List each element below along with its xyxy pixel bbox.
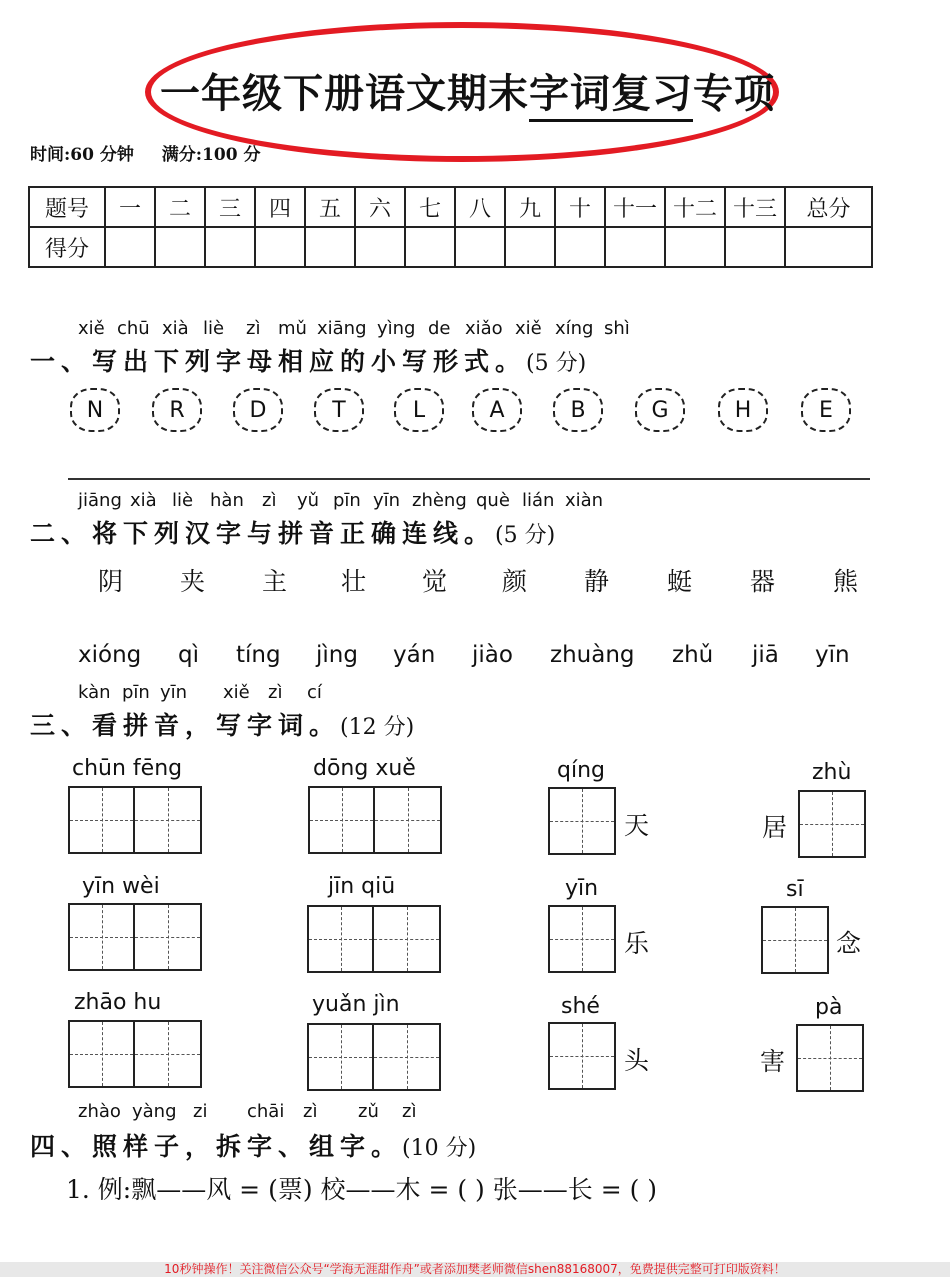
table-header-cell: 六 [355,187,405,227]
score-cell[interactable] [555,227,605,267]
given-character: 念 [836,929,862,958]
given-character: 乐 [624,929,650,958]
answer-line[interactable] [68,478,870,480]
given-character: 居 [762,813,788,842]
score-cell[interactable] [785,227,872,267]
score-cell[interactable] [405,227,455,267]
pinyin-match-item[interactable]: zhuàng [550,642,635,668]
time-limit: 时间:60 分钟 [30,145,134,165]
word-pinyin: yīn [565,876,599,901]
exam-meta [30,140,282,165]
word-pinyin: qíng [557,758,605,783]
pinyin-match-item[interactable]: xióng [78,642,142,668]
letter-flower: E [801,388,851,432]
hanzi-match-item[interactable]: 阴 [98,567,124,596]
section-2-heading: 二、将下列汉字与拼音正确连线。(5 分) [30,519,556,548]
writing-grid[interactable] [307,905,441,973]
score-table [28,186,873,268]
score-cell[interactable] [605,227,665,267]
table-header-cell: 八 [455,187,505,227]
letter-flower: H [718,388,768,432]
given-character: 害 [760,1047,786,1076]
writing-grid[interactable] [796,1024,864,1092]
word-pinyin: shé [561,994,600,1019]
table-header-cell: 七 [405,187,455,227]
hanzi-match-item[interactable]: 器 [750,567,776,596]
hanzi-match-item[interactable]: 颜 [502,567,528,596]
given-character: 天 [624,811,650,840]
writing-grid[interactable] [798,790,866,858]
pinyin-match-item[interactable]: qì [178,642,199,668]
section-1-heading: 一、写出下列字母相应的小写形式。(5 分) [30,347,587,376]
hanzi-match-item[interactable]: 觉 [422,567,448,596]
letter-flower: L [394,388,444,432]
row-label: 得分 [29,227,105,267]
writing-grid[interactable] [68,903,202,971]
hanzi-match-item[interactable]: 熊 [833,567,859,596]
pinyin-match-item[interactable]: jiā [752,642,779,668]
word-pinyin: chūn fēng [72,756,183,781]
writing-grid[interactable] [307,1023,441,1091]
score-cell[interactable] [455,227,505,267]
section-3-heading: 三、看拼音，写字词。(12 分) [30,711,415,740]
table-header-cell: 十二 [665,187,725,227]
word-pinyin: yīn wèi [82,874,160,899]
letter-flower: N [70,388,120,432]
page-title: 一年级下册语文期末字词复习专项 [160,62,770,119]
score-cell[interactable] [255,227,305,267]
table-header-cell: 三 [205,187,255,227]
promo-footer: 10秒钟操作！关注微信公众号“学海无涯甜作舟”或者添加樊老师微信shen88168007，免费提供完整可打印版资料！ [0,1262,950,1277]
pinyin-match-item[interactable]: yīn [815,642,850,668]
score-table-score-row [29,227,872,267]
score-cell[interactable] [155,227,205,267]
score-cell[interactable] [725,227,785,267]
writing-grid[interactable] [761,906,829,974]
score-cell[interactable] [205,227,255,267]
score-table-header-row [29,187,872,227]
letter-flower: T [314,388,364,432]
score-cell[interactable] [505,227,555,267]
table-header-cell: 五 [305,187,355,227]
writing-grid[interactable] [548,787,616,855]
writing-grid[interactable] [68,786,202,854]
table-header-cell: 一 [105,187,155,227]
word-pinyin: dōng xuě [313,756,416,781]
pinyin-match-item[interactable]: jiào [472,642,513,668]
letter-flower: D [233,388,283,432]
table-header-cell: 总分 [785,187,872,227]
word-pinyin: pà [815,995,843,1020]
hanzi-match-item[interactable]: 蜓 [667,567,693,596]
full-score: 满分:100 分 [161,145,261,165]
writing-grid[interactable] [548,905,616,973]
score-cell[interactable] [355,227,405,267]
hanzi-match-item[interactable]: 主 [262,567,288,596]
word-pinyin: zhāo hu [74,990,162,1015]
table-header-cell: 十 [555,187,605,227]
word-pinyin: yuǎn jìn [312,992,400,1017]
score-cell[interactable] [665,227,725,267]
pinyin-match-item[interactable]: jìng [316,642,358,668]
hanzi-match-item[interactable]: 夹 [180,567,206,596]
writing-grid[interactable] [548,1022,616,1090]
hanzi-match-item[interactable]: 壮 [341,567,367,596]
table-header-cell: 十一 [605,187,665,227]
word-pinyin: zhù [812,760,852,785]
example-line[interactable]: 1. 例:飘——风 = (票) 校——木 = ( ) 张——长 = ( ) [66,1175,658,1204]
letter-flower: A [472,388,522,432]
letter-flower: B [553,388,603,432]
table-header-cell: 二 [155,187,205,227]
pinyin-match-item[interactable]: yán [393,642,436,668]
section-4-heading: 四、照样子，拆字、组字。(10 分) [30,1132,477,1161]
word-pinyin: sī [786,877,804,902]
table-header-cell: 题号 [29,187,105,227]
given-character: 头 [624,1046,650,1075]
writing-grid[interactable] [308,786,442,854]
pinyin-match-item[interactable]: tíng [236,642,281,668]
table-header-cell: 四 [255,187,305,227]
score-cell[interactable] [305,227,355,267]
score-cell[interactable] [105,227,155,267]
word-pinyin: jīn qiū [328,874,396,899]
table-header-cell: 十三 [725,187,785,227]
writing-grid[interactable] [68,1020,202,1088]
letter-flower: G [635,388,685,432]
letter-flower: R [152,388,202,432]
pinyin-match-item[interactable]: zhǔ [672,642,714,668]
hanzi-match-item[interactable]: 静 [584,567,610,596]
table-header-cell: 九 [505,187,555,227]
